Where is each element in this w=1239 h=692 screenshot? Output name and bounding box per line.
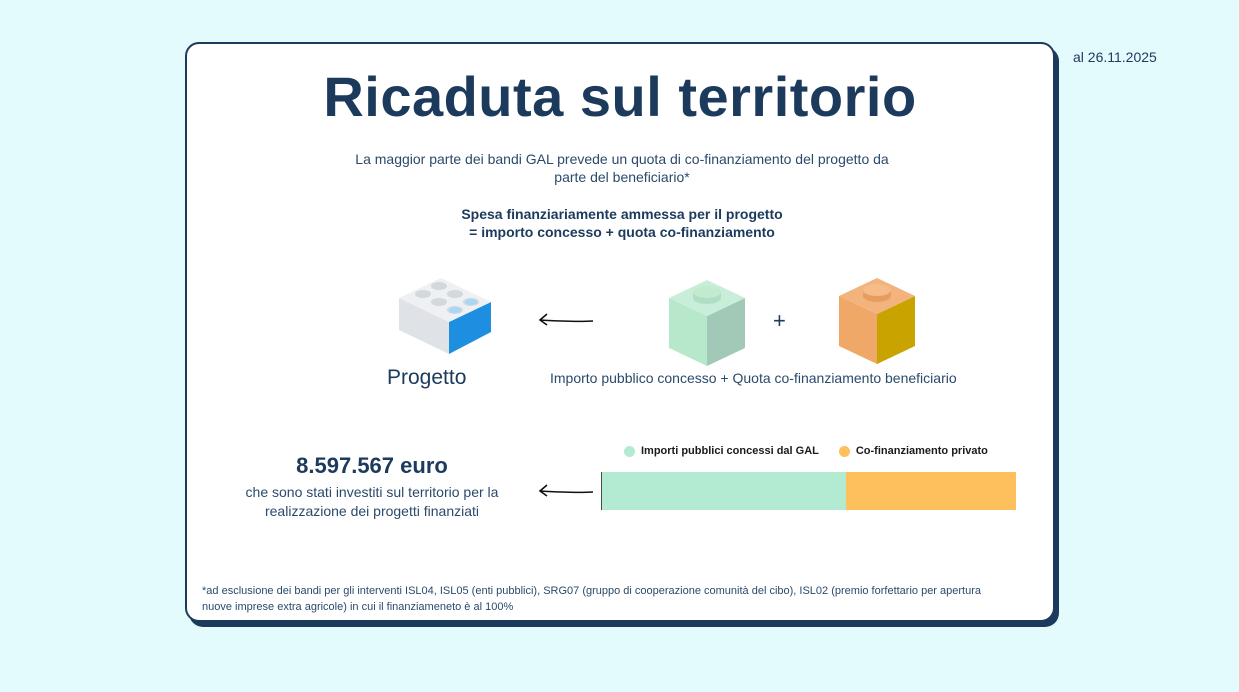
total-value: 8.597.567 euro: [296, 453, 448, 478]
legend-label-private: Co-finanziamento privato: [855, 445, 988, 457]
info-card: [185, 42, 1055, 622]
total-description: [227, 483, 517, 521]
lego-brick-orange-icon: [837, 274, 917, 366]
formula-text: [347, 205, 897, 241]
arrow-left-icon: [537, 312, 595, 328]
total-desc-line-1: che sono stati investiti sul territorio per la: [245, 484, 499, 500]
legend-item-private: [839, 445, 988, 457]
lego-brick-blue-icon: [397, 272, 493, 356]
bar-segment-private: [846, 472, 1016, 510]
bar-segment-public: [601, 472, 846, 510]
legend-dot-public: [624, 446, 635, 457]
legend-label-public: Importi pubblici concessi dal GAL: [641, 445, 819, 457]
formula-line-2: = importo concesso + quota co-finanziamento: [469, 224, 775, 240]
legend-dot-private: [839, 446, 850, 457]
plus-sign: +: [773, 308, 786, 333]
date-label: al 26.11.2025: [1073, 49, 1157, 65]
footnote-line-1: *ad esclusione dei bandi per gli interventi ISL04, ISL05 (enti pubblici), SRG07 (gruppo di cooperazione comunità del cibo), ISL02 (premio forfettario per apertura: [202, 585, 982, 597]
intro-text: La maggior parte dei bandi GAL prevede un quota di co-finanziamento del progetto da parte del beneficiario*: [355, 151, 889, 185]
page-title: Ricaduta sul territorio: [323, 65, 917, 128]
chart-legend: [624, 445, 1008, 457]
formula-line-1: Spesa finanziariamente ammessa per il progetto: [461, 206, 783, 222]
stacked-bar-chart: [601, 472, 1016, 510]
legend-item-public: [624, 445, 819, 457]
importo-label: Importo pubblico concesso + Quota co-finanziamento beneficiario: [550, 370, 957, 386]
lego-brick-green-icon: [667, 276, 747, 368]
total-desc-line-2: realizzazione dei progetti finanziati: [264, 503, 479, 519]
footnote-line-2: nuove imprese extra agricole) in cui il finanziameneto è al 100%: [202, 601, 514, 613]
footnote: [202, 583, 1052, 615]
arrow-left-icon: [537, 483, 595, 499]
progetto-label: Progetto: [387, 366, 467, 389]
